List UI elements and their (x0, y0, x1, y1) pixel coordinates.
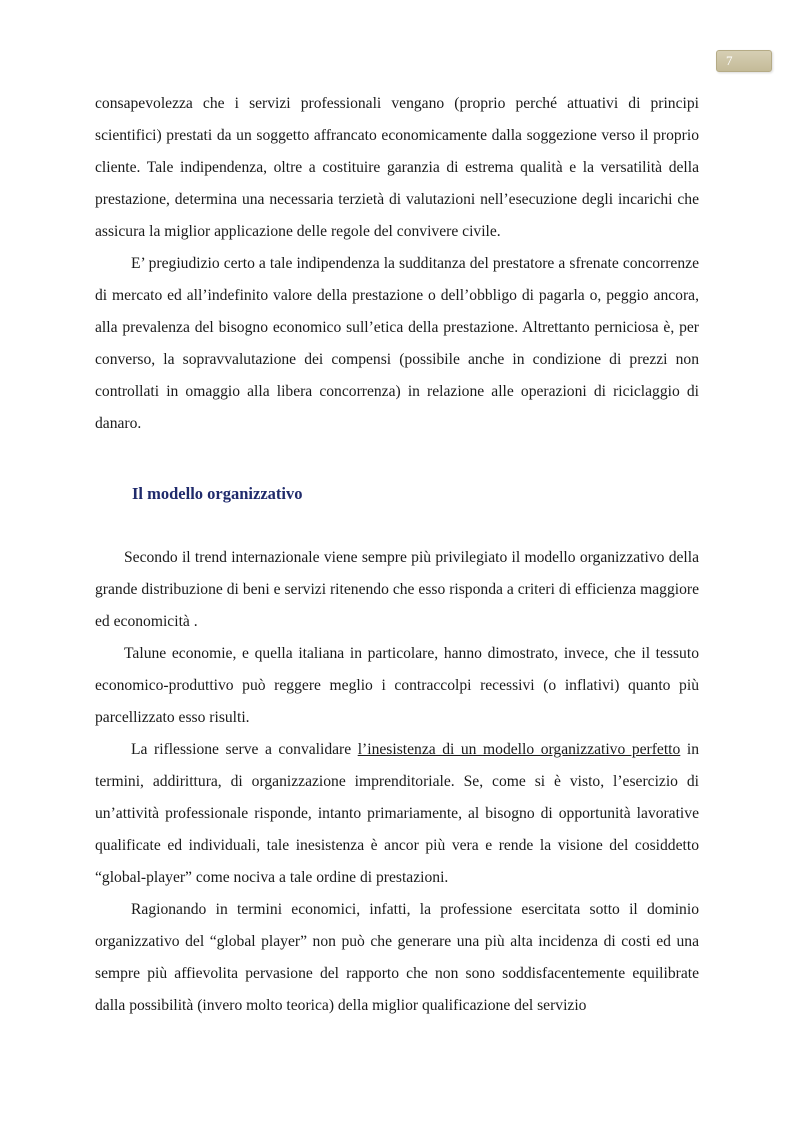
paragraph-independence: E’ pregiudizio certo a tale indipendenza la sudditanza del prestatore a sfrenate concorrenze di mercato ed all’indefinito valore della prestazione o dell’obbligo di pagarla o, peggio ancora, alla prevalenza del bisogno economico sull’etica della prestazione. Altrettanto perniciosa è, per converso, la sopravvalutazione dei compensi (possibile anche in condizione di prezzi non controllati in omaggio alla libera concorrenza) in relazione alle operazioni di riciclaggio di danaro. (95, 255, 699, 432)
reflection-text-end: in termini, addirittura, di organizzazione imprenditoriale. Se, come si è visto, l’esercizio di un’attività professionale risponde, intanto primariamente, al bisogno di opportunità lavorative qualificate ed individuali, tale inesistenza è ancor più vera e rende la visione del cosiddetto “global-player” come nociva a tale ordine di prestazioni. (95, 741, 699, 886)
paragraph-continuation: consapevolezza che i servizi professionali vengano (proprio perché attuativi di principi scientifici) prestati da un soggetto affrancato economicamente dalla soggezione verso il proprio cliente. Tale indipendenza, oltre a costituire garanzia di estrema qualità e la versatilità della prestazione, determina una necessaria terzietà di valutazioni nell’esecuzione degli incarichi che assicura la miglior applicazione delle regole del convivere civile. (95, 95, 699, 240)
page-number: 7 (726, 53, 733, 68)
paragraph-economic-reasoning: Ragionando in termini economici, infatti, la professione esercitata sotto il dominio organizzativo del “global player” non può che generare una più alta incidenza di costi ed una sempre più affievolita pervasione del rapporto che non sono soddisfacentemente equilibrate dalla possibilità (invero molto teorica) della miglior qualificazione del servizio (95, 901, 699, 1014)
section-heading: Il modello organizzativo (132, 484, 303, 503)
page-number-badge (716, 50, 772, 72)
document-body (95, 88, 699, 1022)
reflection-text-start: La riflessione serve a convalidare (131, 741, 358, 758)
underlined-phrase: l’inesistenza di un modello organizzativo perfetto (357, 741, 681, 758)
paragraph-economies: Talune economie, e quella italiana in particolare, hanno dimostrato, invece, che il tessuto economico-produttivo può reggere meglio i contraccolpi recessivi (o inflativi) quanto più parcellizzato esso risulti. (95, 645, 699, 726)
paragraph-reflection (95, 734, 699, 894)
paragraph-trend: Secondo il trend internazionale viene sempre più privilegiato il modello organizzativo della grande distribuzione di beni e servizi ritenendo che esso risponda a criteri di efficienza maggiore ed economicità . (95, 549, 699, 630)
